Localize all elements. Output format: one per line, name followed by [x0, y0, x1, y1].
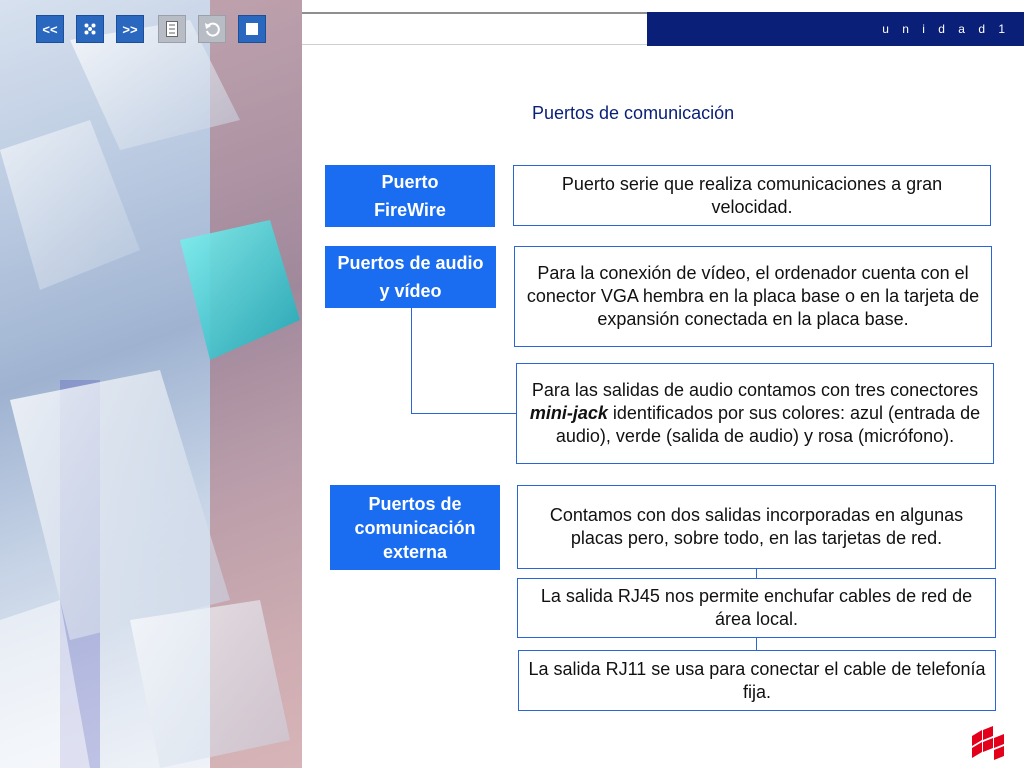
rj45-description: La salida RJ45 nos permite enchufar cables de red de área local.	[517, 578, 996, 638]
page-title: Puertos de comunicación	[532, 103, 735, 123]
audio-description-text	[525, 379, 985, 448]
stop-button[interactable]	[238, 15, 266, 43]
index-button[interactable]	[76, 15, 104, 43]
header-strip	[302, 14, 647, 45]
mini-jack-term: mini-jack	[529, 403, 608, 423]
audio-description	[516, 363, 994, 464]
external-ports-label: Puertos de comunicación externa	[330, 485, 500, 570]
audio-text-part: identificados por sus colores: azul (entrada de audio), verde (salida de audio) y rosa (micrófono).	[555, 403, 981, 446]
previous-button[interactable]: <<	[36, 15, 64, 43]
dice-icon	[83, 22, 97, 36]
next-button[interactable]: >>	[116, 15, 144, 43]
unit-bar	[647, 12, 1024, 46]
audio-video-label: Puertos de audio y vídeo	[325, 246, 496, 308]
connector-line	[756, 638, 757, 650]
unit-label: u n i d a d 1	[882, 22, 1010, 36]
connector-line	[411, 308, 412, 414]
connector-line	[756, 569, 757, 578]
return-button[interactable]	[198, 15, 226, 43]
document-button[interactable]	[158, 15, 186, 43]
stop-square-icon	[246, 23, 258, 35]
document-icon	[166, 21, 178, 37]
return-arrow-icon	[204, 21, 220, 37]
rj11-description: La salida RJ11 se usa para conectar el cable de telefonía fija.	[518, 650, 996, 711]
network-cables-photo	[0, 0, 302, 768]
publisher-logo	[972, 726, 1012, 765]
firewire-label: Puerto FireWire	[325, 165, 495, 227]
connector-line	[411, 413, 516, 414]
audio-text-part: Para las salidas de audio contamos con tres conectores	[531, 380, 979, 400]
external-description: Contamos con dos salidas incorporadas en algunas placas pero, sobre todo, en las tarjetas de red.	[517, 485, 996, 569]
firewire-description: Puerto serie que realiza comunicaciones a gran velocidad.	[513, 165, 991, 226]
video-description: Para la conexión de vídeo, el ordenador cuenta con el conector VGA hembra en la placa base o en la tarjeta de expansión conectada en la placa base.	[514, 246, 992, 347]
